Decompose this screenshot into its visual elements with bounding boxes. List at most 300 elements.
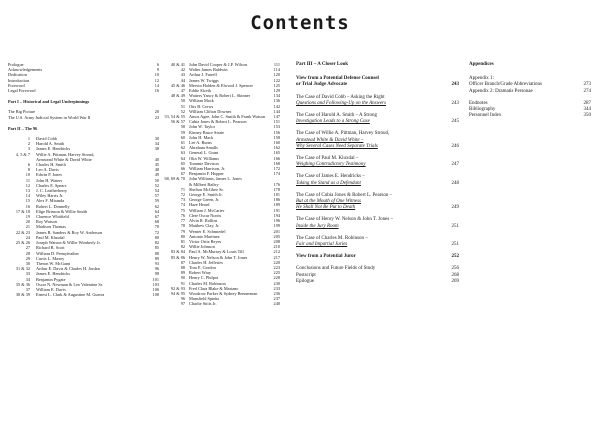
entry-page: 178 — [273, 186, 280, 192]
chapter-number: 52 — [180, 108, 185, 114]
entry-page: 68 — [154, 219, 159, 225]
entry-title-line: The Case of Willie A. Pittman, Harvey Stroud, — [296, 131, 390, 137]
entry-title-line: View from a Potential Juror — [296, 254, 356, 260]
entry-title-line: The Case of Cubia Jones & Robert L. Pearson – — [296, 192, 393, 198]
chapter-number: 68, 69 & 70 — [164, 176, 185, 182]
entry-title: Charles M. Robinson — [189, 280, 226, 286]
entry-title-line: The Case of James E. Hendricks – — [296, 174, 365, 180]
chapter-number: 74 — [180, 202, 185, 208]
part1-list — [8, 109, 159, 119]
entry-title: Charles H. Smith — [36, 162, 66, 168]
entry-title: George E. Smith Jr. — [189, 192, 223, 198]
part1-heading: Part I – Historical and Legal Underpinnings — [8, 99, 90, 105]
chapter-number: 27 — [25, 245, 30, 251]
front-matter-list — [8, 62, 159, 93]
entry-page: 52 — [154, 182, 159, 188]
entry-title: Bibliography — [469, 107, 496, 113]
chapter-number: 72 — [180, 192, 185, 198]
chapter-number: 10 — [25, 172, 30, 178]
entry-page: 23 — [154, 114, 159, 120]
chapter-number: 31 & 32 — [15, 266, 30, 272]
entry-page: 287 — [583, 100, 591, 106]
entry-page: 228 — [273, 275, 280, 281]
entry-title: Curtis L. Maxey — [36, 255, 65, 261]
chapter-number: 15 — [25, 198, 30, 204]
chapter-number: 14 — [25, 193, 30, 199]
entry-title: General L. Grant — [189, 150, 219, 156]
chapter-number: 20 — [25, 219, 30, 225]
entry-page: 125 — [273, 82, 280, 88]
chapter-number: 1 — [27, 136, 30, 142]
entry-title: Clarence Whitfield — [36, 214, 69, 220]
toc-entry-case[interactable] — [296, 113, 459, 125]
entry-title: Epilogue — [296, 278, 315, 284]
entry-title: Alvin R. Rollins — [189, 218, 218, 224]
entry-title: Edwin P. Jones — [36, 172, 62, 178]
chapter-number: 97 — [180, 301, 185, 307]
chapter-number: 43 — [180, 72, 185, 78]
entry-title-line: Fair and Impartial Juries — [296, 242, 348, 248]
entry-title: Arthur J. Farrell — [189, 72, 217, 78]
chapter-number: 48 & 49 — [170, 93, 185, 99]
entry-page: 212 — [273, 249, 280, 255]
entry-title-line: Why Several Cases Need Separate Trials — [296, 143, 378, 149]
entry-page: 205 — [273, 233, 280, 239]
entry-page: 136 — [273, 98, 280, 104]
entry-page: 196 — [273, 218, 280, 224]
chapter-number: 56 & 57 — [170, 119, 185, 125]
chapter-number: 91 — [180, 280, 185, 286]
chapter-number: 66 — [180, 166, 185, 172]
entry-page: 147 — [273, 114, 280, 120]
entry-title: David Cobb — [36, 136, 57, 142]
chapter-number: 61 — [180, 140, 185, 146]
entry-title: Mervin Holden & Elwood J. Spencer — [189, 82, 253, 88]
entry-page: 225 — [273, 270, 280, 276]
chapter-number: 90 — [180, 275, 185, 281]
chapter-number: 17 & 18 — [15, 208, 30, 214]
chapter-number: 75 — [180, 207, 185, 213]
chapter-number: 13 — [25, 188, 30, 194]
entry-title — [296, 156, 448, 168]
entry-page: 243 — [451, 100, 459, 106]
chapter-number: 12 — [25, 182, 30, 188]
entry-page: 223 — [273, 264, 280, 270]
entry-page: 174 — [273, 171, 280, 177]
chapter-number: 16 — [25, 203, 30, 209]
entry-title-line: Armstead White & David White – — [296, 137, 364, 143]
back-matter-list — [469, 101, 591, 120]
entry-title: Postscript — [296, 272, 316, 278]
entry-page: 103 — [152, 281, 159, 287]
entry-page: 93 — [154, 260, 159, 266]
toc-entry[interactable] — [296, 279, 459, 285]
entry-title — [296, 113, 448, 125]
entry-title: Willie A. Pittman, Harvey Stroud, — [36, 151, 95, 157]
chapter-number: 83 & 84 — [170, 249, 185, 255]
entry-page: 114 — [273, 67, 280, 73]
entry-title: Henry C. Philpot — [189, 275, 219, 281]
chapter-number: 79 — [180, 228, 185, 234]
entry-page: 129 — [273, 88, 280, 94]
entry-title: Armstead White & David White — [36, 156, 92, 162]
entry-page: 230 — [273, 280, 280, 286]
entry-page: 158 — [273, 134, 280, 140]
entry-title — [296, 174, 448, 186]
entry-title: Joseph Watson & Willie Wimberly Jr. — [36, 240, 101, 246]
entry-page: 245 — [451, 119, 459, 125]
entry-title — [296, 217, 448, 229]
entry-page: 6 — [156, 62, 159, 67]
entry-title: Acknowledgements — [8, 67, 43, 73]
toc-entry[interactable] — [8, 292, 159, 297]
toc-entry-juror-view[interactable] — [296, 254, 459, 260]
entry-title: John H. Waters — [36, 177, 63, 183]
entry-title-line: He Shall Not Be Put to Death — [296, 205, 356, 211]
entry-title: William E. Davis — [36, 286, 66, 292]
entry-page: 89 — [154, 255, 159, 261]
part3-heading: Part III – A Closer Look — [296, 62, 348, 67]
entry-title: Tommie Davison — [189, 160, 219, 166]
chapter-number: 2 — [27, 141, 30, 147]
entry-title-line: Weighing Contradictory Testimony — [296, 162, 366, 168]
entry-page: 134 — [273, 93, 280, 99]
chapter-number: 44 — [180, 77, 185, 83]
entry-title — [296, 236, 448, 248]
entry-page: 162 — [273, 145, 280, 151]
entry-title: Benjamin F. Hopper — [189, 171, 224, 177]
chapter-number: 71 — [180, 186, 185, 192]
closing-list — [296, 266, 459, 285]
entry-title: Matthew Clay, Jr. — [189, 223, 220, 229]
entry-page: 108 — [152, 292, 159, 298]
entry-page: 10 — [154, 72, 159, 78]
entry-page: 199 — [273, 223, 280, 229]
entry-title: Shelton McGhee Sr. — [189, 186, 224, 192]
chapter-number: 80 — [180, 233, 185, 239]
entry-title: Amos Agee, John C. Smith & Frank Watson — [189, 114, 266, 120]
entry-page: 120 — [273, 72, 280, 78]
entry-title: Charlie Stitts Jr. — [189, 301, 217, 307]
entry-title: James B. Sanders & Roy W. Anderson — [36, 229, 103, 235]
toc-entry[interactable] — [469, 113, 591, 119]
chapter-number: 73 — [180, 197, 185, 203]
entry-page: 210 — [273, 244, 280, 250]
chapter-number: 38 & 39 — [15, 292, 30, 298]
entry-page: 98 — [154, 271, 159, 277]
entry-title: Waiters Yancy & Robert L. Skinner — [189, 93, 251, 99]
chapter-number: 81 — [180, 238, 185, 244]
entry-title: Mansfield Spinks — [189, 296, 220, 302]
entry-title: Appendix 1: — [469, 76, 494, 82]
entry-title: Ernest L. Clark & Augustine M. Guerra — [36, 292, 105, 298]
toc-entry-case[interactable] — [296, 193, 459, 212]
entry-title: William Harrison, Jr. — [189, 166, 226, 172]
entry-title: Dedication — [8, 72, 27, 78]
entry-page: 208 — [273, 238, 280, 244]
entry-page: 12 — [154, 77, 159, 83]
entry-title: Oscar N. Newman & Leo Valentine Sr. — [36, 281, 103, 287]
toc-column-1 — [8, 62, 159, 297]
entry-page: 256 — [451, 266, 459, 272]
entry-title: William Mack — [189, 98, 214, 104]
entry-page: 350 — [583, 113, 591, 119]
entry-title: Kinney Bruce Strate — [189, 129, 225, 135]
chapter-number: 64 — [180, 155, 185, 161]
chapter-number: 50 — [180, 98, 185, 104]
entry-page: 268 — [451, 272, 459, 278]
chapter-number: 60 — [180, 134, 185, 140]
entry-page: 122 — [273, 77, 280, 83]
chapter-number: 92 & 93 — [170, 285, 185, 291]
toc-entry-case[interactable] — [296, 95, 459, 107]
entry-page: 40 — [154, 156, 159, 162]
entry-page: 274 — [583, 88, 591, 94]
entry-page: 85 — [154, 245, 159, 251]
chapter-number: 85 & 86 — [170, 254, 185, 260]
entry-title: William J. McCarter — [189, 207, 225, 213]
entry-title: Harold A. Smith — [36, 141, 65, 147]
entry-title-line: The Case of Charles M. Robinson – — [296, 235, 368, 241]
toc-entry[interactable] — [8, 115, 159, 120]
entry-page: 165 — [273, 150, 280, 156]
entry-page: 20 — [154, 109, 159, 115]
entry-title: The Big Picture — [8, 109, 36, 115]
toc-column-3 — [296, 62, 459, 285]
appendices-heading: Appendices — [469, 62, 494, 67]
chapter-number: 77 — [180, 218, 185, 224]
entry-title: Introduction — [8, 77, 30, 83]
entry-page: 106 — [152, 286, 159, 292]
entry-page: 194 — [273, 212, 280, 218]
entry-title: John W. Taylor — [189, 124, 215, 130]
entry-page: 217 — [273, 254, 280, 260]
entry-title: Alex F. Miranda — [36, 198, 65, 204]
entry-page: 14 — [154, 82, 159, 88]
entry-title: Lee A. Burns — [189, 140, 212, 146]
entry-title: James W. Twiggs — [189, 77, 219, 83]
chapter-number: 96 — [180, 296, 185, 302]
entry-page: 237 — [273, 296, 280, 302]
entry-title-line: The Case of Harold A. Smith – A Strong — [296, 113, 377, 119]
entry-page: 273 — [583, 82, 591, 88]
entry-title: Clete Oscar Norris — [189, 212, 222, 218]
entry-page: 344 — [583, 107, 591, 113]
entry-title-line: Investigation Leads to a Strong Case — [296, 119, 370, 125]
entry-page: 96 — [154, 266, 159, 272]
entry-title: Victor Ortiz Reyes — [189, 238, 222, 244]
entry-page: 59 — [154, 198, 159, 204]
entry-title: John H. Mack — [189, 134, 214, 140]
chapter-number: 25 & 26 — [15, 240, 30, 246]
entry-title: Fred Clara Blake & Mariano — [189, 285, 239, 291]
chapter-number: 67 — [180, 171, 185, 177]
entry-title: Werner E. Schmiedel — [189, 228, 226, 234]
entry-page: 246 — [451, 143, 459, 149]
chapter-number: 6 — [27, 162, 30, 168]
entry-title-line: The Case of Henry W. Nelson & John T. Jones – — [296, 217, 394, 223]
entry-title: James E. Hendricks — [36, 271, 71, 277]
chapter-number: 45 & 46 — [170, 82, 185, 88]
entry-page: 88 — [154, 250, 159, 256]
chapter-number: 4, 5 & 7 — [15, 151, 30, 157]
entry-title: Endnotes — [469, 100, 488, 106]
chapter-number: 24 — [25, 234, 30, 240]
entry-title: William Clifton Downes — [189, 108, 232, 114]
toc-entry-defense-view[interactable] — [296, 76, 459, 88]
entry-page: 72 — [154, 229, 159, 235]
entry-page: 220 — [273, 259, 280, 265]
entry-title: Roy Watson — [36, 219, 57, 225]
entry-title: Willie Johnson — [189, 244, 215, 250]
entry-title: Benjamin Pygate — [36, 276, 66, 282]
entry-title-line: or Trial Judge Advocate — [296, 82, 348, 88]
chapter-number: 65 — [180, 160, 185, 166]
chapter-number: 33 — [25, 271, 30, 277]
entry-page: 144 — [273, 108, 280, 114]
entry-title-line: Taking the Stand as a Defendant — [296, 180, 361, 186]
chapter-number: 87 — [180, 259, 185, 265]
toc-entry-case[interactable] — [296, 217, 459, 229]
entry-page: 57 — [154, 193, 159, 199]
entry-title: James E. Hendricks — [36, 146, 71, 152]
toc-column-4 — [469, 62, 591, 119]
entry-page: 9 — [156, 67, 159, 73]
entry-page: 50 — [154, 177, 159, 183]
entry-page: 16 — [154, 88, 159, 94]
chapter-number: 63 — [180, 150, 185, 156]
entry-page: 186 — [273, 197, 280, 203]
entry-title: J. C. Leatherberry — [36, 188, 68, 194]
entry-title: Robert Wray — [189, 270, 212, 276]
chapter-number: 28 — [25, 250, 30, 256]
entry-title-line: But at the Mouth of One Witness — [296, 199, 361, 205]
entry-title: Madison Thomas — [36, 224, 66, 230]
entry-page: 153 — [273, 124, 280, 130]
entry-page: 249 — [451, 205, 459, 211]
entry-page: 67 — [154, 214, 159, 220]
entry-title: Antonio Martinez — [189, 233, 220, 239]
entry-title-line: The Case of David Cobb – Asking the Right — [296, 94, 385, 100]
entry-page: 251 — [451, 242, 459, 248]
entry-page: 30 — [154, 136, 159, 142]
toc-entry-case[interactable] — [296, 131, 459, 150]
entry-page: 176 — [273, 181, 280, 187]
part2-heading: Part II – The 96 — [8, 125, 38, 131]
entry-title: George Green, Jr. — [189, 197, 220, 203]
entry-page: 64 — [154, 208, 159, 214]
entry-title-line: The Case of Paul M. Kluxdal – — [296, 156, 359, 162]
entry-title: Foreword — [8, 82, 25, 88]
chapter-number: 21 — [25, 224, 30, 230]
chapter-number: 59 — [180, 129, 185, 135]
entry-page: 201 — [273, 228, 280, 234]
entry-title: Theron W. McGann — [36, 260, 71, 266]
entry-title: Paul M. Kluxdal — [36, 234, 65, 240]
entry-title: Arthur E. Davis & Charles H. Jordan — [36, 266, 100, 272]
entry-title: William D. Pennyfeather — [36, 250, 79, 256]
chapter-number: 47 — [180, 88, 185, 94]
entry-page: 111 — [273, 62, 280, 67]
toc-entry-case[interactable] — [296, 236, 459, 248]
chapter-number: 51 — [180, 103, 185, 109]
entry-title: Robert L. Donnelly — [36, 203, 70, 209]
chapter-number: 94 & 95 — [170, 290, 185, 296]
entry-title: Paul A. McMurray & Louis Till — [189, 249, 244, 255]
entry-page: 269 — [451, 278, 459, 284]
entry-page: 38 — [154, 146, 159, 152]
toc-entry[interactable] — [163, 301, 280, 306]
entry-title: Henry W. Nelson & John T. Jones — [189, 254, 248, 260]
chapter-number: 3 — [27, 146, 30, 152]
entry-title — [296, 193, 448, 212]
entry-title: Conclusions and Future Fields of Study — [296, 266, 376, 272]
entry-page: 181 — [273, 192, 280, 198]
entry-page: 156 — [273, 129, 280, 135]
toc-entry-case[interactable] — [296, 174, 459, 186]
entry-page: 62 — [154, 203, 159, 209]
chapter-number: 40 & 41 — [170, 62, 185, 67]
case-list — [296, 95, 459, 249]
entry-page: 233 — [273, 285, 280, 291]
chapter-number: 35 & 36 — [15, 281, 30, 287]
chapter-number: 82 — [180, 244, 185, 250]
chapter-number: 29 — [25, 255, 30, 261]
entry-page: 54 — [154, 188, 159, 194]
entry-page: 101 — [152, 276, 159, 282]
entry-page: 172 — [273, 166, 280, 172]
entry-title: Officer Branch/Grade Abbreviations — [469, 82, 542, 88]
entry-title: John David Cooper & J.P. Wilson — [189, 62, 247, 67]
entry-page: 191 — [273, 207, 280, 213]
entry-title: Haze Heard — [189, 202, 210, 208]
chapter-number: 76 — [180, 212, 185, 218]
entry-title: Charles H. Jefferies — [189, 259, 223, 265]
entry-title: Otis B. Crews — [189, 103, 214, 109]
chapter-number: 88 — [180, 264, 185, 270]
chapter-number: 62 — [180, 145, 185, 151]
chapter-number: 37 — [25, 286, 30, 292]
entry-title: The U.S. Army Judicial System in World War II — [8, 114, 91, 120]
entry-title: Olin W. Williams — [189, 155, 219, 161]
toc-entry[interactable] — [8, 88, 159, 93]
entry-title: Richard B. Scott — [36, 245, 65, 251]
chapter-number: 53, 54 & 55 — [164, 114, 185, 120]
entry-title: Appendix 2: Dramatis Personae — [469, 88, 533, 94]
entry-page: 45 — [154, 162, 159, 168]
chapter-number: 42 — [180, 67, 185, 73]
entry-page: 251 — [451, 223, 459, 229]
entry-page: 248 — [451, 180, 459, 186]
chapter-number: 22 & 23 — [15, 229, 30, 235]
entry-page: 48 — [154, 167, 159, 173]
entry-title-line: Inside the Jury Room — [296, 223, 339, 229]
entry-title: Woodrow Parker & Sydney Bennerman — [189, 290, 258, 296]
entry-page: 252 — [451, 254, 459, 260]
entry-page: 49 — [154, 172, 159, 178]
chapter-number: 8 — [27, 167, 30, 173]
toc-entry-case[interactable] — [296, 156, 459, 168]
entry-page: 82 — [154, 240, 159, 246]
chapter-number: 11 — [25, 177, 30, 183]
entry-title — [296, 95, 448, 107]
entry-title: Abraham Smalls — [189, 145, 218, 151]
entry-title: & Milbert Bailey — [189, 181, 219, 187]
page-title: Contents — [250, 12, 350, 34]
entry-page: 166 — [273, 155, 280, 161]
entry-title: Wiley Harris Jr. — [36, 193, 64, 199]
chapter-number: 19 — [25, 214, 30, 220]
